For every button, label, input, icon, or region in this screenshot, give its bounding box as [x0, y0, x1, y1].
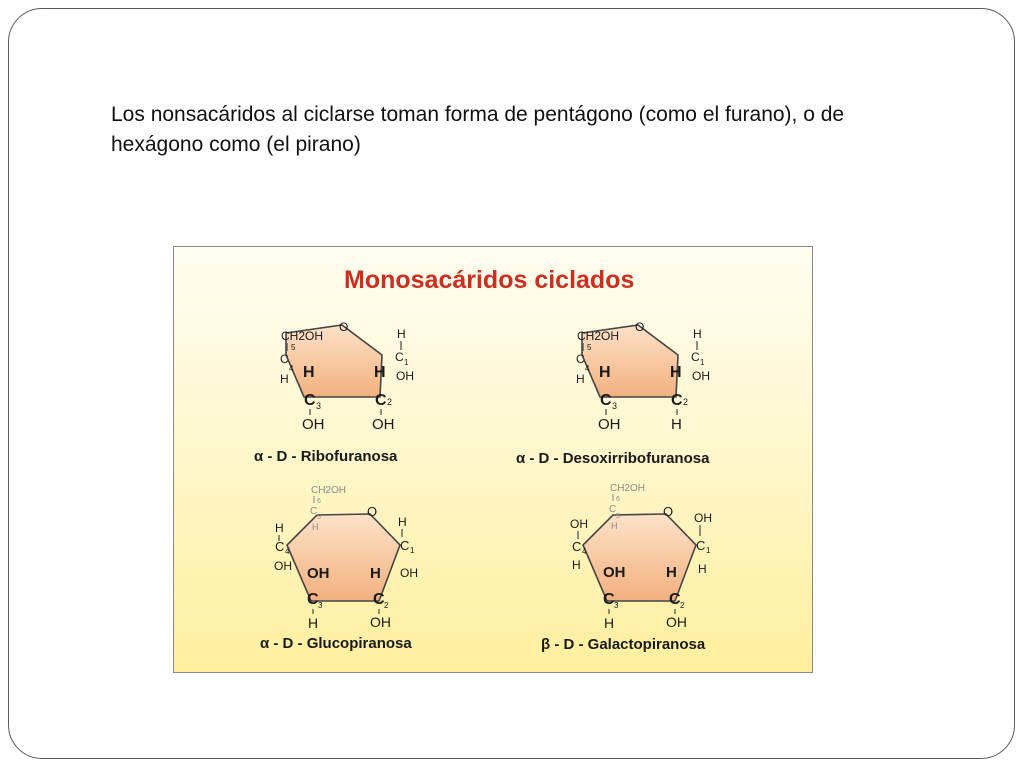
oh-label: OH — [570, 517, 588, 531]
h-label: H — [275, 521, 284, 535]
structure-caption: α - D - Ribofuranosa — [254, 448, 398, 465]
h-label: H — [397, 327, 406, 341]
h-label: H — [599, 364, 611, 381]
oh-label: OH — [694, 511, 712, 525]
oh-label: OH — [396, 369, 414, 383]
figure-drawing — [174, 247, 814, 674]
carbon-number: 3 — [318, 601, 323, 610]
pyranose-ring — [583, 514, 696, 601]
oh-label: OH — [603, 564, 626, 581]
carbon-number: 6 — [616, 496, 620, 503]
carbon-number: 2 — [384, 601, 389, 610]
h-label: H — [303, 364, 315, 381]
carbon-number: 3 — [316, 401, 322, 411]
carbon-label: C — [609, 504, 617, 515]
h-label: H — [670, 364, 682, 381]
slide-body-text: Los nonsacáridos al ciclarse toman forma de pentágono (como el furano), o de hexágono como (el pirano) — [111, 103, 845, 156]
carbon-number: 2 — [683, 397, 689, 407]
h-label: H — [666, 564, 677, 581]
ch2oh-label: CH2OH — [610, 483, 646, 494]
carbon-label: C — [280, 352, 289, 366]
carbon-number: 4 — [289, 364, 294, 373]
ring-oxygen-label: O — [339, 320, 349, 334]
h-label: H — [604, 615, 615, 631]
carbon-number: 5 — [317, 514, 321, 521]
carbon-label: C — [395, 350, 404, 364]
carbon-number: 3 — [612, 401, 618, 411]
carbon-number: 3 — [614, 601, 619, 610]
carbon-number: 1 — [404, 358, 409, 367]
carbon-label: C — [275, 539, 285, 554]
carbon-number: 2 — [387, 397, 393, 407]
oh-label: OH — [666, 614, 687, 630]
structure-caption: α - D - Desoxirribofuranosa — [516, 450, 710, 467]
glucopiranosa-structure — [260, 485, 418, 652]
h-label: H — [572, 558, 581, 572]
h-label: H — [280, 372, 289, 386]
h-label: H — [398, 515, 407, 529]
carbon-number: 5 — [587, 343, 592, 352]
carbon-number: 2 — [680, 601, 685, 610]
carbon-label: C — [671, 392, 683, 409]
carbon-number: 5 — [616, 513, 620, 520]
h-label: H — [698, 562, 707, 576]
ch2oh-label: CH2OH — [577, 329, 620, 343]
carbon-label: C — [669, 591, 681, 608]
ribofuranosa-structure — [254, 320, 414, 465]
carbon-number: 1 — [700, 358, 705, 367]
carbon-label: C — [375, 392, 387, 409]
carbon-number: 4 — [285, 547, 290, 556]
carbon-number: 5 — [291, 343, 296, 352]
ch2oh-label: CH2OH — [311, 485, 347, 496]
h-label: H — [671, 416, 682, 433]
oh-label: OH — [400, 566, 418, 580]
structure-caption: α - D - Glucopiranosa — [260, 635, 412, 652]
carbon-label: C — [576, 352, 585, 366]
carbon-label: C — [400, 538, 410, 553]
carbon-label: C — [304, 392, 316, 409]
carbon-number: 4 — [582, 547, 587, 556]
oh-label: OH — [302, 416, 325, 433]
h-label: H — [370, 565, 381, 582]
h-label: H — [374, 364, 386, 381]
h-label: H — [312, 522, 319, 532]
oh-label: OH — [274, 559, 292, 573]
monosaccharides-figure — [173, 246, 813, 673]
structure-caption: β - D - Galactopiranosa — [541, 636, 706, 653]
carbon-label: C — [373, 591, 385, 608]
ch2oh-label: CH2OH — [281, 329, 324, 343]
ring-oxygen-label: O — [663, 504, 674, 519]
pyranose-ring — [287, 514, 400, 601]
carbon-label: C — [696, 538, 706, 553]
carbon-number: 1 — [410, 546, 415, 555]
ring-oxygen-label: O — [635, 320, 645, 334]
h-label: H — [576, 372, 585, 386]
carbon-number: 1 — [706, 546, 711, 555]
h-label: H — [693, 327, 702, 341]
h-label: H — [308, 615, 319, 631]
oh-label: OH — [598, 416, 621, 433]
carbon-number: 6 — [317, 498, 321, 505]
carbon-number: 4 — [585, 364, 590, 373]
oh-label: OH — [307, 565, 330, 582]
oh-label: OH — [372, 416, 395, 433]
ring-oxygen-label: O — [367, 504, 378, 519]
desoxirribofuranosa-structure — [516, 320, 710, 467]
carbon-label: C — [600, 392, 612, 409]
oh-label: OH — [370, 614, 391, 630]
carbon-label: C — [310, 506, 318, 517]
figure-title: Monosacáridos ciclados — [344, 266, 635, 294]
carbon-label: C — [603, 591, 615, 608]
oh-label: OH — [692, 369, 710, 383]
carbon-label: C — [691, 350, 700, 364]
carbon-label: C — [307, 591, 319, 608]
h-label: H — [611, 521, 618, 531]
galactopiranosa-structure — [541, 483, 712, 653]
carbon-label: C — [572, 539, 582, 554]
